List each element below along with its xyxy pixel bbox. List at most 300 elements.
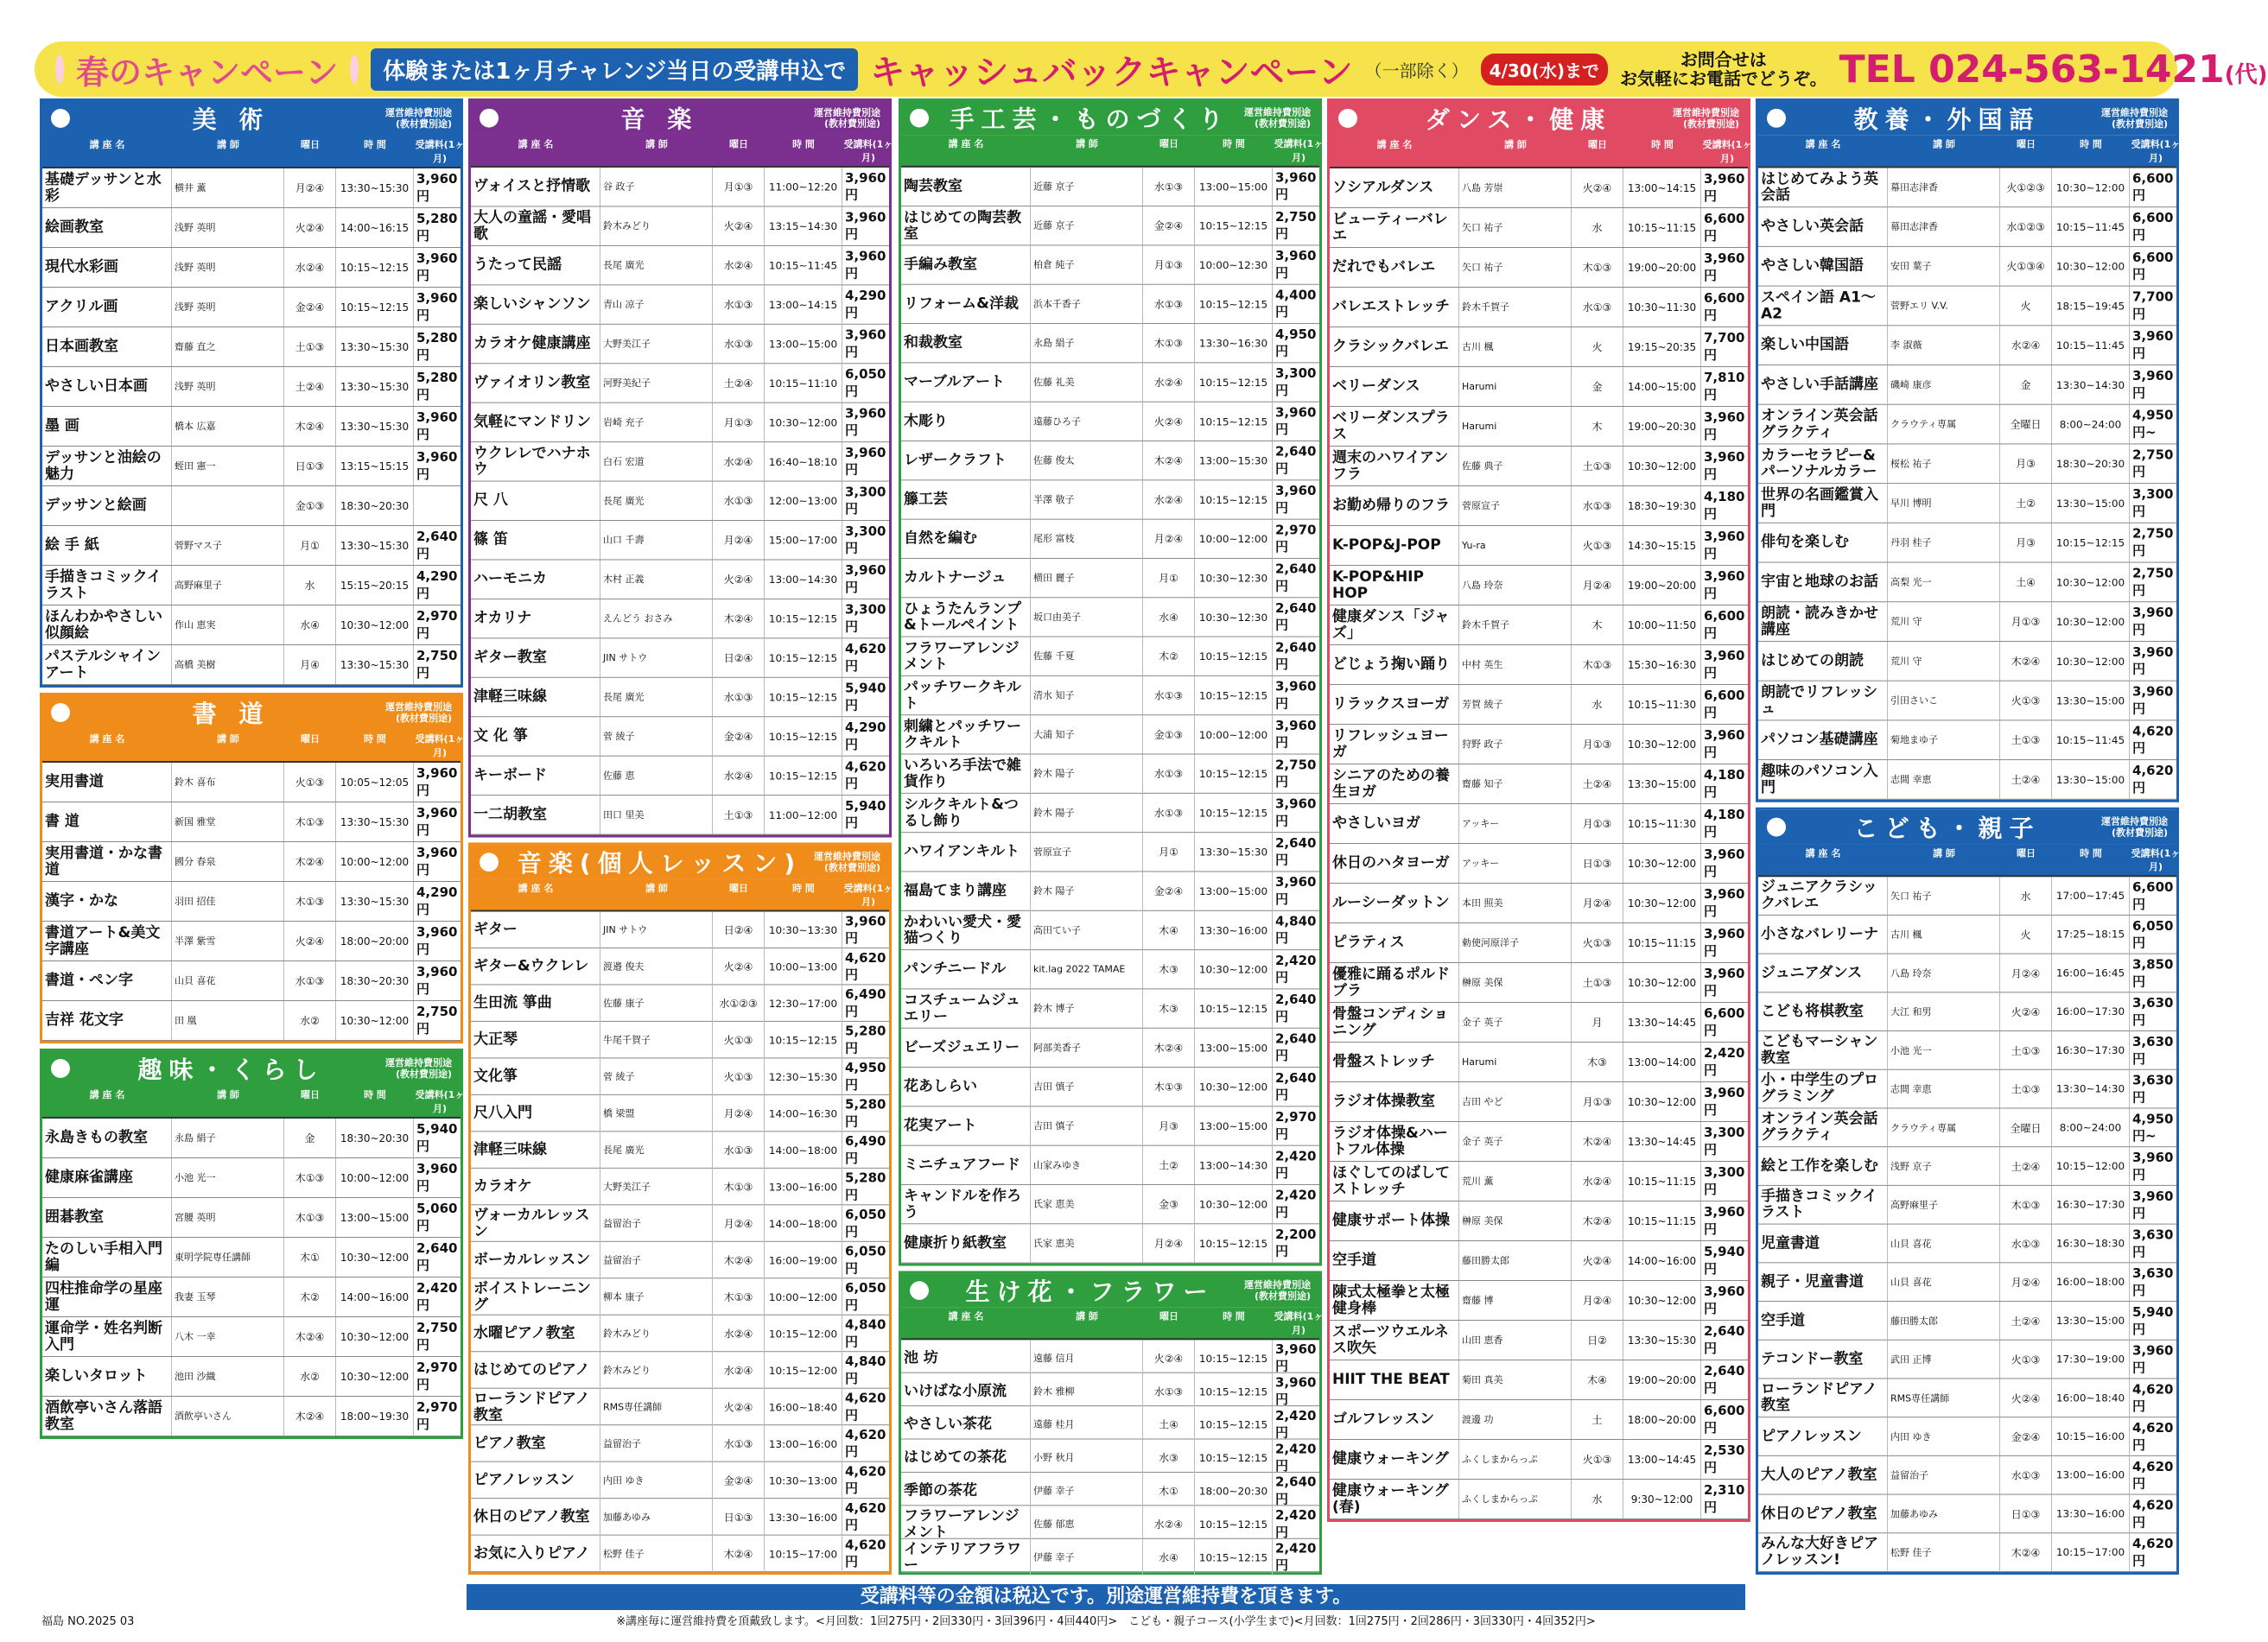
course-row[interactable] — [1330, 367, 1748, 407]
course-row[interactable] — [1758, 207, 2176, 247]
course-row[interactable] — [1330, 208, 1748, 248]
course-row[interactable] — [471, 1462, 889, 1499]
fee: 5,280円 — [416, 211, 458, 244]
weekday: 木②④ — [284, 1317, 336, 1356]
course-row[interactable] — [1758, 365, 2176, 405]
course-row[interactable] — [1758, 1379, 2176, 1417]
course-row[interactable] — [901, 637, 1319, 676]
course-row[interactable] — [1330, 1281, 1748, 1321]
teacher-name: 内田 ゆき — [1888, 1417, 2000, 1455]
fee: 2,750円 — [2132, 447, 2174, 480]
time-slot: 10:15~12:15 — [765, 757, 842, 795]
course-name: 休日のハタヨーガ — [1330, 844, 1459, 883]
time-slot: 18:00~20:00 — [336, 922, 414, 960]
course-row[interactable] — [1330, 486, 1748, 526]
table-header — [901, 135, 1324, 167]
course-row[interactable] — [901, 1029, 1319, 1068]
course-row[interactable] — [42, 1277, 461, 1317]
course-row[interactable] — [471, 796, 889, 834]
course-row[interactable] — [1758, 1263, 2176, 1302]
time-slot: 19:00~20:00 — [1623, 1360, 1701, 1399]
weekday: 土② — [1143, 1146, 1195, 1184]
course-name: 俳句を楽しむ — [1758, 523, 1888, 562]
fee: 3,960円 — [416, 1161, 458, 1194]
time-slot: 13:30~15:30 — [336, 407, 414, 446]
teacher-name: 齋藤 博 — [1459, 1281, 1572, 1320]
fee: 5,280円 — [845, 1096, 886, 1130]
course-name: ギター&ウクレレ — [471, 948, 600, 985]
course-row[interactable] — [901, 872, 1319, 910]
course-row[interactable] — [471, 1242, 889, 1278]
course-row[interactable] — [471, 246, 889, 285]
column-header: 曜日 — [1159, 1310, 1178, 1322]
fee: 6,050円 — [845, 366, 886, 399]
course-row[interactable] — [1758, 916, 2176, 954]
fee: 2,420円 — [1704, 1045, 1745, 1078]
column-header: 受講料(1ヶ月) — [843, 138, 893, 164]
course-row[interactable] — [42, 961, 461, 1001]
course-row[interactable] — [1758, 168, 2176, 207]
course-row[interactable] — [1758, 1456, 2176, 1495]
table-header — [471, 135, 893, 168]
course-row[interactable] — [901, 206, 1319, 245]
course-row[interactable] — [901, 1539, 1319, 1572]
fee: 5,060円 — [416, 1201, 458, 1233]
time-slot: 13:00~14:15 — [1623, 168, 1701, 207]
time-slot: 10:30~12:00 — [2052, 168, 2130, 206]
course-row[interactable] — [1758, 1341, 2176, 1379]
course-row[interactable] — [901, 1185, 1319, 1224]
course-row[interactable] — [1330, 685, 1748, 725]
course-row[interactable] — [1758, 1495, 2176, 1534]
phone-number[interactable] — [1839, 48, 2268, 92]
course-row[interactable] — [901, 1473, 1319, 1506]
section-8 — [1756, 98, 2179, 802]
course-row[interactable] — [471, 1499, 889, 1535]
table-header — [1330, 136, 1752, 168]
course-row[interactable] — [1758, 1417, 2176, 1456]
weekday: 月②④ — [1143, 1224, 1195, 1262]
time-slot: 8:00~24:00 — [2052, 1108, 2130, 1146]
time-slot: 14:00~16:00 — [336, 1277, 414, 1316]
fee: 3,630円 — [2132, 1227, 2174, 1259]
course-name: パステルシャインアート — [42, 645, 172, 684]
table-header — [471, 879, 893, 912]
course-row[interactable] — [901, 245, 1319, 284]
course-name: 楽しいタロット — [42, 1357, 172, 1396]
course-row[interactable] — [901, 168, 1319, 206]
teacher-name: 蛭田 憲一 — [172, 447, 284, 485]
course-row[interactable] — [1330, 248, 1748, 288]
course-row[interactable] — [471, 1058, 889, 1094]
teacher-name: JIN サトウ — [600, 911, 713, 948]
teacher-name: 半澤 紫雪 — [172, 922, 284, 960]
fee: 2,640円 — [1275, 992, 1317, 1024]
fee: 3,960円 — [1704, 250, 1745, 283]
teacher-name: 長尾 廣光 — [600, 678, 713, 716]
course-row[interactable] — [42, 645, 461, 685]
course-row[interactable] — [1330, 168, 1748, 208]
fee: 3,960円 — [1704, 409, 1745, 442]
course-row[interactable] — [42, 486, 461, 526]
teacher-name: 安田 葉子 — [1888, 247, 2000, 286]
course-row[interactable] — [471, 403, 889, 442]
course-name: 健康サポート体操 — [1330, 1201, 1459, 1240]
course-row[interactable] — [471, 1022, 889, 1058]
course-row[interactable] — [471, 638, 889, 677]
course-row[interactable] — [42, 407, 461, 447]
course-row[interactable] — [1758, 247, 2176, 287]
course-row[interactable] — [901, 911, 1319, 950]
fee: 5,280円 — [845, 1023, 886, 1056]
course-row[interactable] — [1330, 1162, 1748, 1201]
course-row[interactable] — [901, 1224, 1319, 1263]
course-row[interactable] — [1758, 760, 2176, 800]
course-name: カルトナージュ — [901, 559, 1031, 597]
fee: 3,960円 — [1704, 171, 1745, 204]
teacher-name: 鈴木 喜布 — [172, 763, 284, 802]
weekday: 水 — [1572, 685, 1623, 724]
course-row[interactable] — [1758, 1302, 2176, 1341]
time-slot: 10:15~12:15 — [765, 717, 842, 755]
course-row[interactable] — [1330, 645, 1748, 685]
course-row[interactable] — [1758, 484, 2176, 523]
course-name: 絵と工作を楽しむ — [1758, 1147, 1888, 1185]
weekday: 木② — [284, 1277, 336, 1316]
weekday: 水①③ — [1143, 794, 1195, 832]
course-row[interactable] — [42, 248, 461, 288]
course-row[interactable] — [1758, 563, 2176, 603]
fee: 4,840円 — [1275, 913, 1317, 947]
course-row[interactable] — [1330, 884, 1748, 923]
course-row[interactable] — [471, 325, 889, 364]
fee: 2,420円 — [1275, 953, 1317, 986]
time-slot: 18:30~19:30 — [1623, 486, 1701, 525]
weekday: 火②④ — [713, 560, 765, 598]
course-row[interactable] — [42, 367, 461, 407]
course-name: 健康麻雀講座 — [42, 1158, 172, 1197]
weekday: 火②④ — [713, 1389, 765, 1425]
course-row[interactable] — [1758, 1108, 2176, 1147]
course-row[interactable] — [471, 442, 889, 481]
teacher-name: 柳本 康子 — [600, 1278, 713, 1315]
course-row[interactable] — [42, 327, 461, 367]
course-row[interactable] — [901, 989, 1319, 1028]
course-row[interactable] — [901, 715, 1319, 754]
fee: 5,940円 — [2132, 1303, 2174, 1337]
course-row[interactable] — [42, 1357, 461, 1397]
time-slot: 10:15~12:15 — [1195, 363, 1273, 401]
course-row[interactable] — [42, 1158, 461, 1198]
column-header: 曜日 — [729, 882, 748, 894]
course-row[interactable] — [1758, 1533, 2176, 1572]
course-row[interactable] — [1330, 447, 1748, 486]
fee: 3,960円 — [416, 409, 458, 442]
course-row[interactable] — [1758, 954, 2176, 993]
course-row[interactable] — [471, 1425, 889, 1461]
course-row[interactable] — [901, 950, 1319, 989]
course-row[interactable] — [1330, 844, 1748, 884]
course-row[interactable] — [471, 1316, 889, 1352]
course-row[interactable] — [471, 1205, 889, 1241]
course-row[interactable] — [471, 521, 889, 560]
teacher-name: 清水 知子 — [1031, 676, 1143, 714]
course-row[interactable] — [42, 288, 461, 327]
course-row[interactable] — [901, 794, 1319, 833]
fee: 7,810円 — [1704, 370, 1745, 403]
course-row[interactable] — [901, 559, 1319, 598]
teacher-name: 羽田 招佳 — [172, 882, 284, 921]
time-slot: 10:15~11:30 — [1623, 685, 1701, 724]
course-row[interactable] — [901, 1406, 1319, 1439]
course-row[interactable] — [901, 1506, 1319, 1541]
course-row[interactable] — [471, 1352, 889, 1388]
teacher-name: 横田 麗子 — [1031, 559, 1143, 597]
course-row[interactable] — [471, 285, 889, 324]
weekday: 木②④ — [2000, 642, 2052, 681]
course-row[interactable] — [42, 842, 461, 882]
course-row[interactable] — [42, 1238, 461, 1277]
weekday: 金 — [284, 1119, 336, 1157]
course-row[interactable] — [1330, 1321, 1748, 1360]
course-row[interactable] — [901, 676, 1319, 715]
teacher-name: 益留治子 — [600, 1205, 713, 1241]
time-slot: 16:00~18:00 — [2052, 1263, 2130, 1301]
fee: 2,750円 — [1275, 209, 1317, 242]
course-row[interactable] — [1330, 526, 1748, 566]
course-row[interactable] — [471, 1536, 889, 1572]
teacher-name: 吉田 やど — [1459, 1082, 1572, 1121]
course-row[interactable] — [42, 1001, 461, 1041]
course-row[interactable] — [42, 605, 461, 645]
course-row[interactable] — [901, 520, 1319, 559]
course-name: やさしいヨガ — [1330, 804, 1459, 843]
course-row[interactable] — [471, 560, 889, 599]
campaign-title: 春のキャンペーン — [76, 53, 339, 92]
course-row[interactable] — [42, 922, 461, 961]
course-row[interactable] — [1758, 1031, 2176, 1070]
section-header — [1330, 101, 1748, 136]
course-row[interactable] — [42, 802, 461, 842]
course-name: はじめてのピアノ — [471, 1352, 600, 1388]
course-row[interactable] — [901, 1068, 1319, 1106]
section-header — [42, 1051, 461, 1086]
fee: 3,960円 — [416, 290, 458, 323]
course-row[interactable] — [1330, 1440, 1748, 1480]
course-name: K-POP&J-POP — [1330, 526, 1459, 565]
course-row[interactable] — [1330, 764, 1748, 804]
fee: 4,620円 — [2132, 763, 2174, 796]
teacher-name: 益留治子 — [600, 1242, 713, 1278]
course-row[interactable] — [901, 1440, 1319, 1473]
course-row[interactable] — [1330, 1241, 1748, 1281]
course-name: 実用書道・かな書道 — [42, 842, 172, 881]
course-row[interactable] — [901, 1373, 1319, 1406]
course-row[interactable] — [471, 911, 889, 948]
teacher-name: 八木 一幸 — [172, 1317, 284, 1356]
course-row[interactable] — [471, 1169, 889, 1205]
course-row[interactable] — [901, 1146, 1319, 1185]
time-slot: 14:00~16:30 — [765, 1095, 842, 1132]
course-row[interactable] — [1330, 963, 1748, 1003]
teacher-name: 鈴木 陽子 — [1031, 872, 1143, 910]
course-row[interactable] — [1758, 1070, 2176, 1109]
course-row[interactable] — [1758, 877, 2176, 916]
teacher-name: 岩崎 充子 — [600, 403, 713, 441]
weekday: 火①③ — [2000, 1341, 2052, 1379]
weekday: 木③ — [1572, 1043, 1623, 1081]
course-name: オカリナ — [471, 599, 600, 637]
time-slot: 10:15~11:10 — [765, 364, 842, 402]
table-header — [42, 136, 465, 168]
course-row[interactable] — [901, 1340, 1319, 1373]
course-row[interactable] — [42, 763, 461, 802]
teacher-name: 李 淑薇 — [1888, 326, 2000, 365]
course-row[interactable] — [901, 285, 1319, 324]
course-row[interactable] — [42, 1397, 461, 1436]
course-row[interactable] — [42, 1198, 461, 1238]
fee: 3,960円 — [2132, 1149, 2174, 1182]
course-row[interactable] — [901, 441, 1319, 480]
course-row[interactable] — [471, 206, 889, 245]
time-slot: 14:30~15:15 — [1623, 526, 1701, 565]
section-header — [1758, 810, 2176, 845]
course-row[interactable] — [471, 678, 889, 717]
teacher-name: 八島 玲奈 — [1888, 954, 2000, 992]
time-slot: 10:15~12:15 — [1195, 285, 1273, 323]
course-row[interactable] — [471, 599, 889, 638]
fee: 2,750円 — [2132, 565, 2174, 599]
course-row[interactable] — [1330, 1480, 1748, 1519]
course-row[interactable] — [1330, 804, 1748, 844]
time-slot: 10:00~12:00 — [1195, 715, 1273, 753]
course-row[interactable] — [1758, 405, 2176, 445]
course-row[interactable] — [901, 403, 1319, 441]
course-row[interactable] — [1330, 1122, 1748, 1162]
course-row[interactable] — [901, 755, 1319, 794]
course-row[interactable] — [42, 882, 461, 922]
course-row[interactable] — [1758, 992, 2176, 1031]
course-row[interactable] — [471, 482, 889, 521]
teacher-name: Harumi — [1459, 367, 1572, 406]
course-row[interactable] — [1758, 720, 2176, 760]
weekday: 木①③ — [1572, 645, 1623, 684]
course-row[interactable] — [1330, 1003, 1748, 1043]
course-row[interactable] — [1758, 1147, 2176, 1186]
course-row[interactable] — [901, 598, 1319, 637]
course-row[interactable] — [1758, 1225, 2176, 1264]
course-row[interactable] — [1758, 1186, 2176, 1225]
course-row[interactable] — [471, 1389, 889, 1425]
course-row[interactable] — [1330, 566, 1748, 605]
teacher-name: 荒川 薫 — [1459, 1162, 1572, 1201]
course-row[interactable] — [1330, 327, 1748, 367]
course-row[interactable] — [1330, 923, 1748, 963]
course-row[interactable] — [42, 1317, 461, 1357]
column-header: 講 座 名 — [948, 138, 984, 150]
course-row[interactable] — [901, 1106, 1319, 1145]
course-row[interactable] — [901, 363, 1319, 402]
course-row[interactable] — [471, 757, 889, 796]
course-row[interactable] — [42, 526, 461, 566]
time-slot: 10:15~12:15 — [1195, 794, 1273, 832]
course-row[interactable] — [471, 717, 889, 756]
course-row[interactable] — [1758, 602, 2176, 642]
course-row[interactable] — [471, 1132, 889, 1168]
course-row[interactable] — [1330, 407, 1748, 447]
course-row[interactable] — [471, 1095, 889, 1132]
course-row[interactable] — [901, 480, 1319, 519]
course-row[interactable] — [1758, 523, 2176, 563]
course-row[interactable] — [1758, 326, 2176, 365]
weekday: 土②④ — [2000, 1302, 2052, 1340]
course-row[interactable] — [42, 447, 461, 486]
fee: 4,620円 — [2132, 1497, 2174, 1530]
fee: 5,940円 — [845, 680, 886, 713]
fee: 3,960円 — [416, 171, 458, 204]
weekday: 木②④ — [1143, 1029, 1195, 1067]
teacher-name: 河野美紀子 — [600, 364, 713, 402]
column-5 — [1756, 98, 2179, 1580]
course-row[interactable] — [1330, 1360, 1748, 1400]
course-row[interactable] — [42, 168, 461, 208]
time-slot: 13:30~14:45 — [1623, 1003, 1701, 1042]
course-row[interactable] — [1330, 1400, 1748, 1440]
course-row[interactable] — [1758, 287, 2176, 326]
time-slot: 10:15~12:00 — [765, 1352, 842, 1388]
course-row[interactable] — [1758, 682, 2176, 721]
course-row[interactable] — [1758, 444, 2176, 484]
course-row[interactable] — [901, 324, 1319, 363]
course-row[interactable] — [42, 208, 461, 248]
time-slot: 16:30~17:30 — [2052, 1186, 2130, 1224]
teacher-name: 佐藤 礼美 — [1031, 363, 1143, 401]
course-name: 実用書道 — [42, 763, 172, 802]
weekday: 土②④ — [284, 367, 336, 406]
table-header — [901, 1308, 1324, 1340]
fee: 6,490円 — [845, 1133, 886, 1166]
course-row[interactable] — [1330, 725, 1748, 764]
course-row[interactable] — [471, 985, 889, 1021]
course-row[interactable] — [1758, 642, 2176, 682]
course-row[interactable] — [471, 168, 889, 206]
course-row[interactable] — [1330, 1082, 1748, 1122]
weekday: 火②④ — [284, 208, 336, 247]
course-row[interactable] — [1330, 288, 1748, 327]
course-name: はじめての朗読 — [1758, 642, 1888, 681]
fee: 2,640円 — [1704, 1363, 1745, 1396]
weekday: 水④ — [1143, 598, 1195, 636]
course-row[interactable] — [901, 833, 1319, 872]
time-slot: 10:05~12:05 — [336, 763, 414, 802]
course-row[interactable] — [471, 948, 889, 985]
course-row[interactable] — [1330, 1201, 1748, 1241]
fee: 2,640円 — [416, 529, 458, 561]
course-row[interactable] — [1330, 1043, 1748, 1082]
weekday: 月③ — [1143, 1106, 1195, 1144]
course-name: パンチニードル — [901, 950, 1031, 988]
fee: 3,300円 — [1704, 1125, 1745, 1157]
course-row[interactable] — [471, 364, 889, 403]
time-slot: 10:30~12:30 — [1195, 598, 1273, 636]
course-row[interactable] — [42, 1119, 461, 1158]
teacher-name: 浅野 英明 — [172, 248, 284, 287]
weekday: 木 — [1572, 407, 1623, 446]
phone-text: TEL 024-563-1421 — [1839, 47, 2225, 92]
course-row[interactable] — [471, 1278, 889, 1315]
course-row[interactable] — [42, 566, 461, 605]
course-row[interactable] — [1330, 605, 1748, 645]
